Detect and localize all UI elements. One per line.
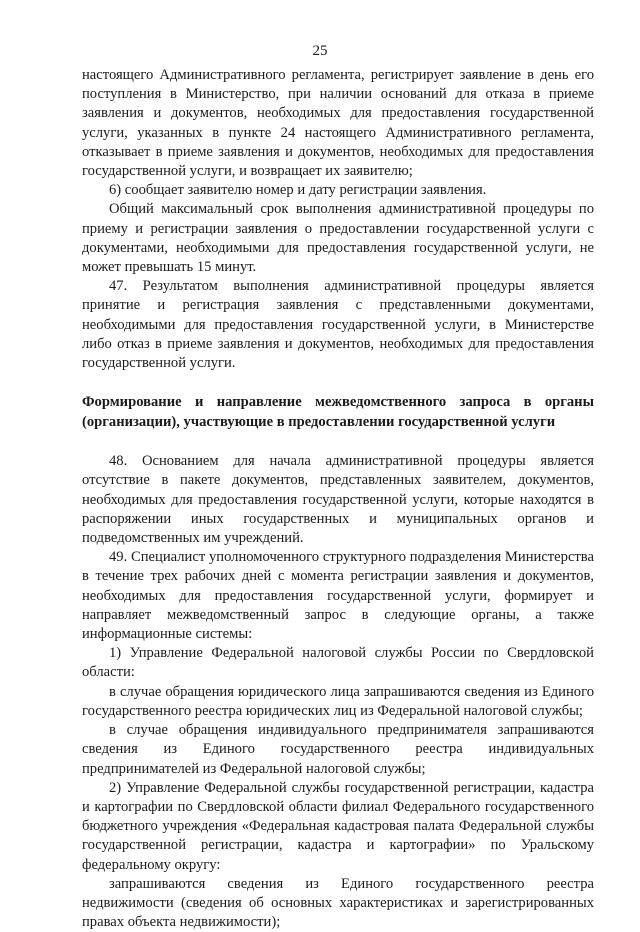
paragraph-49-specialist: 49. Специалист уполномоченного структурного подразделения Министерства в течение трех рабочих дней с момента регистрации заявления и документов, необходимых для предоставления государственной услуги, формирует и направляет межведомственный запрос в следующие органы, а также информационные системы: (82, 549, 594, 643)
page-content (82, 66, 594, 932)
paragraph-48-basis: 48. Основанием для начала административной процедуры является отсутствие в пакете документов, представленных заявителем, документов, необходимых для предоставления государственной услуги, которые находятся в распоряжении иных государственных и муниципальных органов и подведомственных им учреждений. (82, 453, 594, 547)
paragraph-real-estate-request: запрашиваются сведения из Единого государственного реестра недвижимости (сведения об основных характеристиках и зарегистрированных правах объекта недвижимости); (82, 875, 594, 931)
section-heading: Формирование и направление межведомственного запроса в органы (организации), участвующие в предоставлении государственной услуги (82, 394, 594, 430)
paragraph-item-6: 6) сообщает заявителю номер и дату регистрации заявления. (109, 182, 487, 199)
spacer (82, 373, 594, 393)
paragraph-47-result: 47. Результатом выполнения административной процедуры является принятие и регистрация заявления с представленными документами, необходимыми для предоставления государственной услуги, в Министерстве либо отказ в приеме заявления и документов, необходимых для предоставления государственной услуги. (82, 278, 594, 372)
paragraph-tax-service: 1) Управление Федеральной налоговой службы России по Свердловской области: (82, 645, 594, 681)
paragraph-max-duration: Общий максимальный срок выполнения административной процедуры по приему и регистрации заявления о предоставлении государственной услуги с документами, необходимыми для предоставления государственной услуги, не может превышать 15 минут. (82, 201, 594, 276)
spacer (82, 432, 594, 452)
page-number: 25 (312, 43, 328, 59)
paragraph-entrepreneur-request: в случае обращения индивидуального предпринимателя запрашиваются сведения из Единого государственного реестра индивидуальных предпринимателей из Федеральной налоговой службы; (82, 722, 594, 777)
paragraph-registration-continued: настоящего Административного регламента, регистрирует заявление в день его поступления в Министерство, при наличии оснований для отказа в приеме заявления и документов, необходимых для предоставления государственной услуги, указанных в пункте 24 настоящего Административного регламента, отказывает в приеме заявления и документов, необходимых для предоставления государственной услуги, и возвращает их заявителю; (82, 67, 594, 180)
paragraph-legal-entity-request: в случае обращения юридического лица запрашиваются сведения из Единого государственного реестра юридических лиц из Федеральной налоговой службы; (82, 683, 594, 719)
paragraph-rosreestr: 2) Управление Федеральной службы государственной регистрации, кадастра и картографии по Свердловской области филиал Федерального государственного бюджетного учреждения «Федеральная кадастровая палата Федеральной службы государственной регистрации, кадастра и картографии» по Уральскому федеральному округу: (82, 779, 594, 873)
